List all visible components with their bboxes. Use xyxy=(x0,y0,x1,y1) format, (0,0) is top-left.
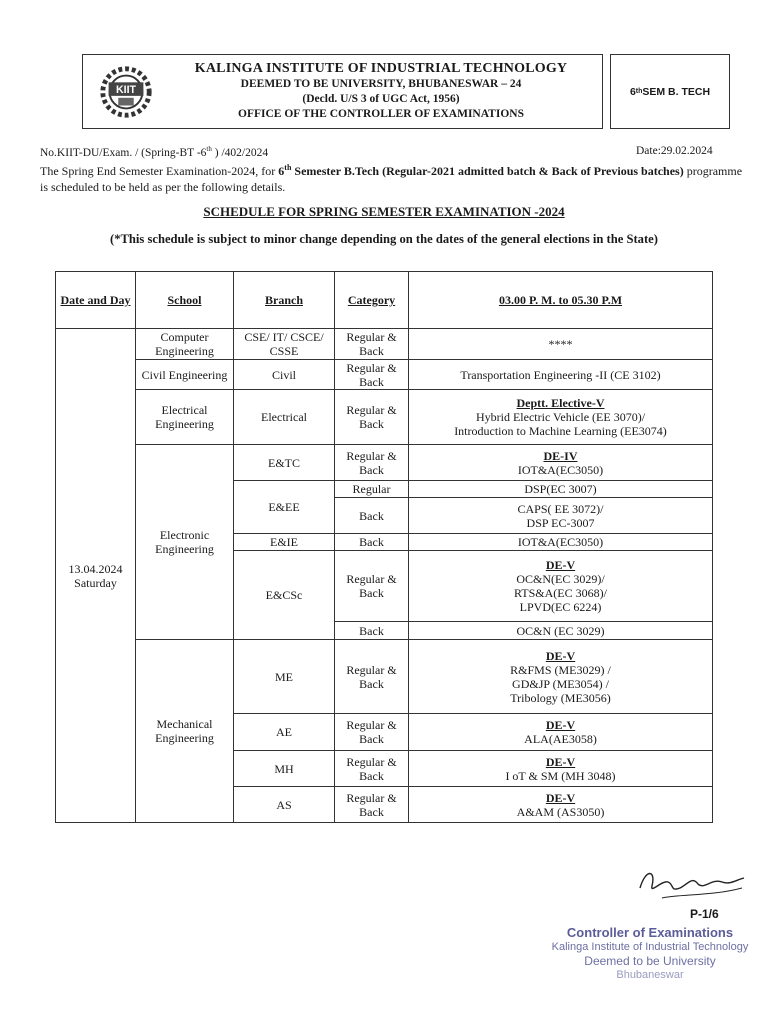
exam-date: 13.04.2024 xyxy=(68,561,123,576)
branch-cell: CSE/ IT/ CSCE/ CSSE xyxy=(234,329,335,360)
header-time-label: 03.00 P. M. to 05.30 P.M xyxy=(498,293,623,307)
elective-heading: DE-IV xyxy=(543,448,578,463)
stamp-line2: Kalinga Institute of Industrial Technology xyxy=(551,941,749,953)
semester-num: 6 xyxy=(629,85,636,98)
category-cell: Regular xyxy=(335,481,409,498)
subject-cell xyxy=(409,751,713,787)
header-branch-label: Branch xyxy=(264,293,303,307)
header-branch xyxy=(234,272,335,329)
header-date xyxy=(56,272,136,329)
subject-line: **** xyxy=(548,337,573,351)
table-row xyxy=(56,360,713,390)
ref-sup: th xyxy=(206,145,212,153)
subject-line: LPVD(EC 6224) xyxy=(519,600,602,614)
category-cell: Back xyxy=(335,498,409,534)
subject-cell xyxy=(409,714,713,751)
subject-cell xyxy=(409,787,713,823)
branch-cell: AS xyxy=(234,787,335,823)
school-cell: Electrical Engineering xyxy=(136,390,234,445)
subject-cell xyxy=(409,329,713,360)
subject-line: Introduction to Machine Learning (EE3074) xyxy=(454,424,667,438)
institute-name: KALINGA INSTITUTE OF INDUSTRIAL TECHNOLOGY xyxy=(194,61,568,76)
subject-line: R&FMS (ME3029) / xyxy=(510,662,611,677)
intro-sem-sup: th xyxy=(284,163,292,172)
table-header-row xyxy=(56,272,713,329)
branch-cell: E&CSc xyxy=(234,551,335,640)
branch-cell: MH xyxy=(234,751,335,787)
deemed-university: DEEMED TO BE UNIVERSITY, BHUBANESWAR – 24 xyxy=(240,78,522,90)
category-cell: Regular & Back xyxy=(335,714,409,751)
issue-date: Date:29.02.2024 xyxy=(636,145,713,157)
header-category-label: Category xyxy=(347,293,396,307)
controller-stamp xyxy=(540,926,760,982)
category-cell: Regular & Back xyxy=(335,551,409,622)
subject-cell xyxy=(409,360,713,390)
category-cell: Regular & Back xyxy=(335,445,409,481)
category-cell: Regular & Back xyxy=(335,640,409,714)
branch-cell: E&TC xyxy=(234,445,335,481)
elective-heading: DE-V xyxy=(545,718,576,732)
subject-line: RTS&A(EC 3068)/ xyxy=(514,586,607,600)
date-cell xyxy=(56,329,136,823)
schedule-note: (*This schedule is subject to minor change depending on the dates of the general elections in the State) xyxy=(110,232,658,246)
subject-line: I oT & SM (MH 3048) xyxy=(505,768,616,783)
subject-line: A&AM (AS3050) xyxy=(516,804,605,819)
category-cell: Back xyxy=(335,534,409,551)
subject-line: Transportation Engineering -II (CE 3102) xyxy=(460,367,661,382)
category-cell: Back xyxy=(335,622,409,640)
ref-prefix: No.KIIT-DU/Exam. / (Spring-BT -6 xyxy=(40,146,207,159)
logo-text: KIIT xyxy=(115,83,137,96)
exam-day: Saturday xyxy=(74,575,117,590)
category-cell: Regular & Back xyxy=(335,390,409,445)
table-row xyxy=(56,329,713,360)
branch-cell: E&IE xyxy=(234,534,335,551)
subject-cell xyxy=(409,498,713,534)
subject-line: IOT&A(EC3050) xyxy=(517,462,604,477)
semester-sup: th xyxy=(635,88,643,95)
subject-cell xyxy=(409,551,713,622)
subject-line: Tribology (ME3056) xyxy=(510,690,611,705)
ref-suffix: ) /402/2024 xyxy=(211,146,269,159)
signature-icon xyxy=(632,858,752,908)
subject-line: GD&JP (ME3054) / xyxy=(512,676,609,691)
category-cell: Regular & Back xyxy=(335,751,409,787)
page-number: P-1/6 xyxy=(690,907,719,921)
subject-line: DSP(EC 3007) xyxy=(524,482,597,496)
school-cell: Computer Engineering xyxy=(136,329,234,360)
category-cell: Regular & Back xyxy=(335,329,409,360)
semester-rest: SEM B. TECH xyxy=(642,85,711,98)
branch-cell: Electrical xyxy=(234,390,335,445)
ugc-declaration: (Decld. U/S 3 of UGC Act, 1956) xyxy=(302,93,460,105)
semester-box xyxy=(610,54,730,129)
subject-line: CAPS( EE 3072)/ xyxy=(517,501,604,516)
subject-cell xyxy=(409,534,713,551)
subject-line: DSP EC-3007 xyxy=(526,515,595,530)
school-cell: Mechanical Engineering xyxy=(136,640,234,823)
header-time xyxy=(409,272,713,329)
stamp-line4: Bhubaneswar xyxy=(616,969,684,981)
subject-cell xyxy=(409,622,713,640)
table-row xyxy=(56,640,713,714)
subject-line: IOT&A(EC3050) xyxy=(517,535,604,549)
branch-cell: E&EE xyxy=(234,481,335,534)
school-cell: Civil Engineering xyxy=(136,360,234,390)
elective-heading: Deptt. Elective-V xyxy=(516,396,605,410)
subject-cell xyxy=(409,481,713,498)
header-date-label: Date and Day xyxy=(60,293,131,307)
branch-cell: AE xyxy=(234,714,335,751)
reference-number xyxy=(40,145,268,159)
intro-part1: The Spring End Semester Examination-2024, for xyxy=(40,164,279,178)
intro-paragraph xyxy=(40,160,750,195)
intro-sem-num: 6 xyxy=(278,164,285,178)
elective-heading: DE-V xyxy=(545,648,576,663)
institute-header xyxy=(82,54,603,129)
intro-bold: Semester B.Tech (Regular-2021 admitted batch & Back of Previous batches) xyxy=(291,164,684,178)
branch-cell: Civil xyxy=(234,360,335,390)
branch-cell: ME xyxy=(234,640,335,714)
subject-cell xyxy=(409,390,713,445)
institute-block xyxy=(171,61,591,122)
stamp-line3: Deemed to be University xyxy=(584,954,716,968)
subject-line: OC&N(EC 3029)/ xyxy=(516,572,605,586)
table-row xyxy=(56,390,713,445)
school-cell: Electronic Engineering xyxy=(136,445,234,640)
schedule-title: SCHEDULE FOR SPRING SEMESTER EXAMINATION -2024 xyxy=(203,204,565,219)
intro-part2: programme is scheduled to be held as per the following details. xyxy=(40,164,743,194)
header-school-label: School xyxy=(167,293,202,307)
elective-heading: DE-V xyxy=(545,754,576,769)
category-cell: Regular & Back xyxy=(335,787,409,823)
subject-cell xyxy=(409,640,713,714)
office-name: OFFICE OF THE CONTROLLER OF EXAMINATIONS xyxy=(238,108,524,120)
subject-line: OC&N (EC 3029) xyxy=(516,623,605,638)
elective-heading: DE-V xyxy=(545,558,576,572)
category-cell: Regular & Back xyxy=(335,360,409,390)
subject-line: ALA(AE3058) xyxy=(524,732,597,746)
subject-line: Hybrid Electric Vehicle (EE 3070)/ xyxy=(475,410,646,424)
table-row xyxy=(56,445,713,481)
elective-heading: DE-V xyxy=(545,790,576,805)
schedule-table xyxy=(55,271,713,823)
subject-cell xyxy=(409,445,713,481)
header-category xyxy=(335,272,409,329)
stamp-line1: Controller of Examinations xyxy=(566,925,734,940)
header-school xyxy=(136,272,234,329)
kiit-logo-icon xyxy=(97,63,155,121)
